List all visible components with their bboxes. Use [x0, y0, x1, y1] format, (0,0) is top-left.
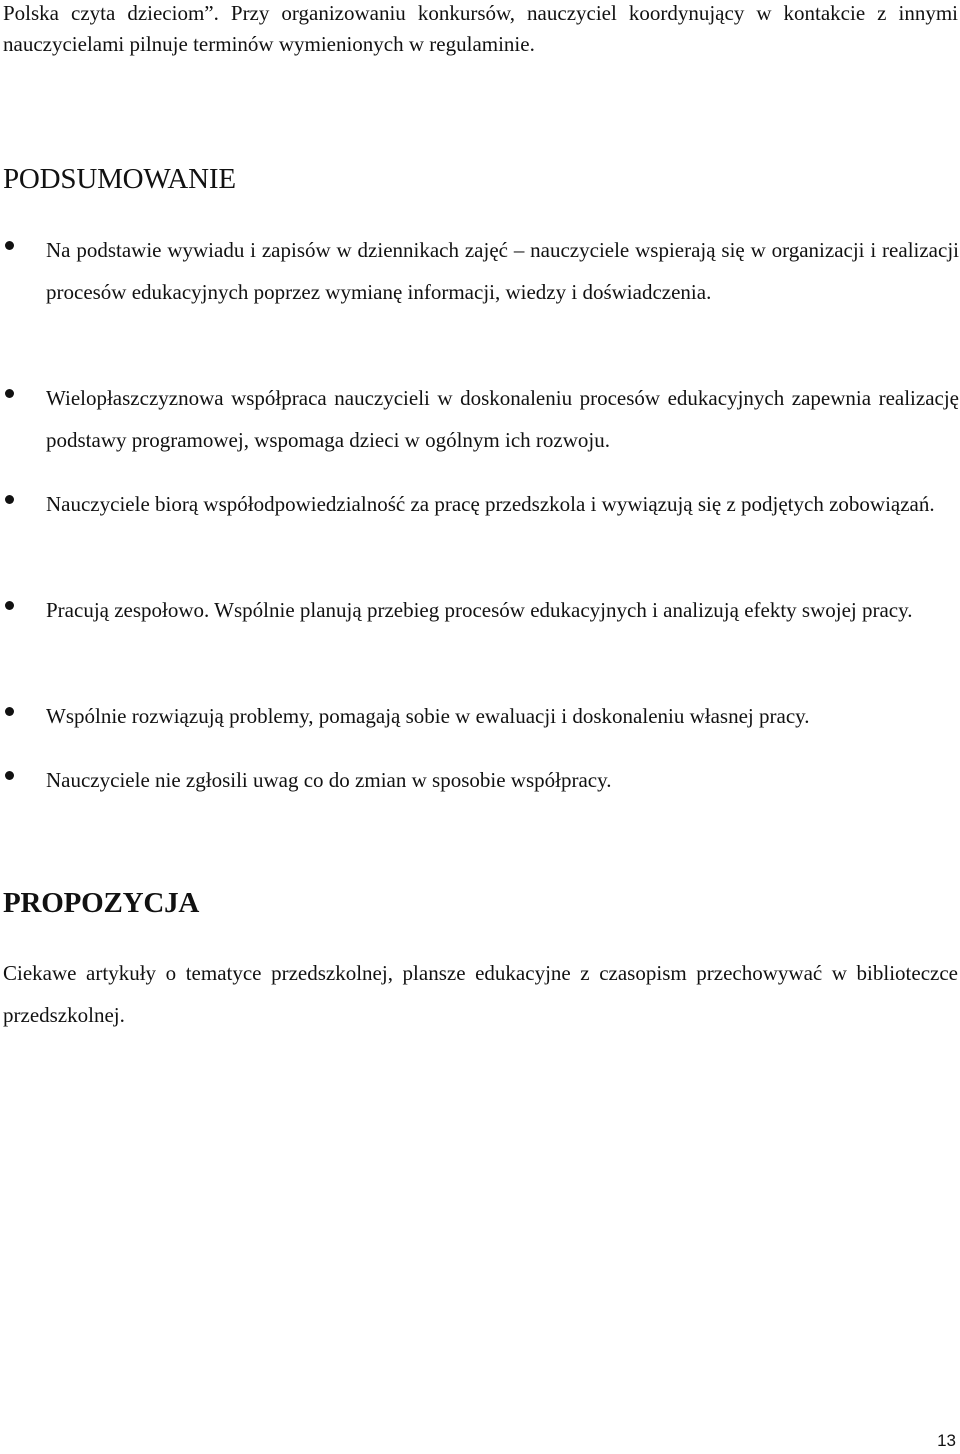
- bullet-icon: [5, 495, 14, 504]
- bullet-icon: [5, 771, 14, 780]
- bullet-icon: [5, 707, 14, 716]
- bullet-icon: [5, 389, 14, 398]
- proposal-text: Ciekawe artykuły o tematyce przedszkolnej, plansze edukacyjne z czasopism przechowywać w biblioteczce przedszkolnej.: [3, 961, 958, 1027]
- summary-item-text: Wielopłaszczyznowa współpraca nauczycieli w doskonaleniu procesów edukacyjnych zapewnia realizację podstawy programowej, wspomaga dzieci w ogólnym ich rozwoju.: [46, 386, 959, 452]
- summary-item-text: Nauczyciele biorą współodpowiedzialność za pracę przedszkola i wywiązują się z podjętych zobowiązań.: [46, 492, 935, 516]
- bullet-icon: [5, 601, 14, 610]
- bullet-icon: [5, 241, 14, 250]
- summary-item-text: Nauczyciele nie zgłosili uwag co do zmian w sposobie współpracy.: [46, 768, 612, 792]
- proposal-heading: PROPOZYCJA: [3, 887, 200, 919]
- summary-item-text: Na podstawie wywiadu i zapisów w dziennikach zajęć – nauczyciele wspierają się w organizacji i realizacji procesów edukacyjnych poprzez wymianę informacji, wiedzy i doświadczenia.: [46, 238, 959, 304]
- summary-heading: PODSUMOWANIE: [3, 163, 236, 195]
- summary-item-text: Wspólnie rozwiązują problemy, pomagają sobie w ewaluacji i doskonaleniu własnej pracy.: [46, 704, 810, 728]
- summary-item-text: Pracują zespołowo. Wspólnie planują przebieg procesów edukacyjnych i analizują efekty swojej pracy.: [46, 598, 913, 622]
- page-number: 13: [937, 1431, 956, 1450]
- intro-paragraph: Polska czyta dzieciom”. Przy organizowaniu konkursów, nauczyciel koordynujący w kontakcie z innymi nauczycielami pilnuje terminów wymienionych w regulaminie.: [3, 1, 958, 56]
